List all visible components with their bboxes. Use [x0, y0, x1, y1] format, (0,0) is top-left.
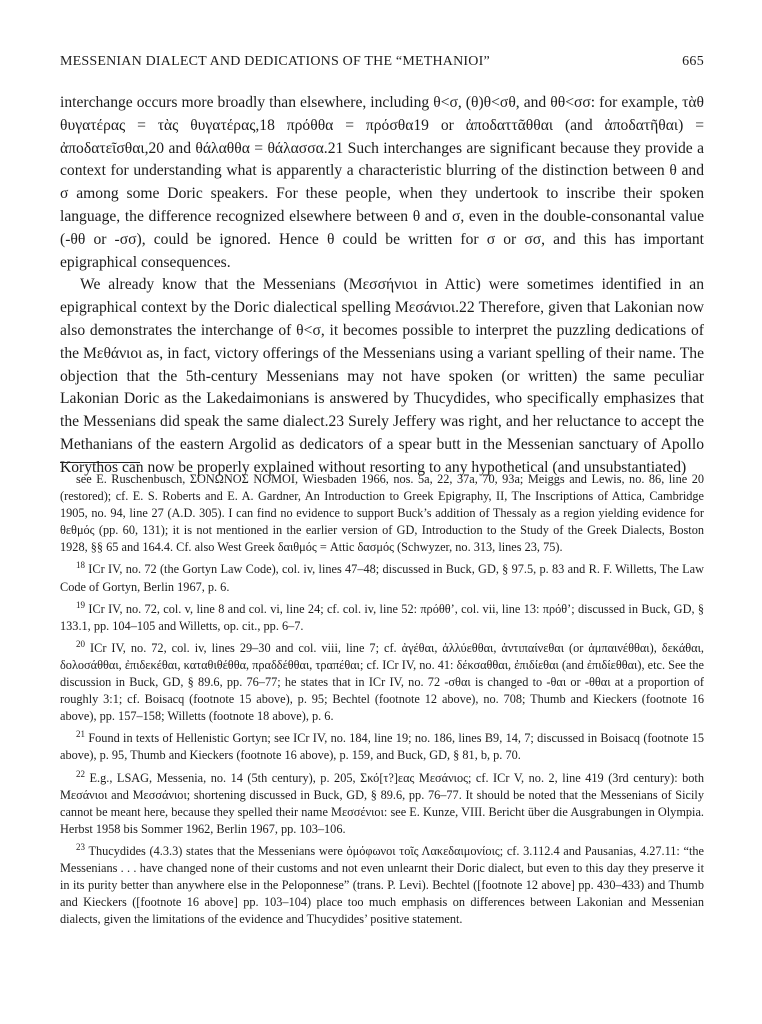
- body-paragraph: interchange occurs more broadly than elsewhere, including θ<σ, (θ)θ<σθ, and θθ<σσ: for example, τὰθ θυγατέρας = τὰς θυγατέρας,18 πρόθθα = πρόσθα19 or ἀποδαττᾶθθαι (and ἀποδατῆθαι) = ἀποδατεῖσθαι,20 and θάλαθθα = θάλασσα.21 Such interchanges are significant because they provide a context for understanding what is apparently a characteristic blurring of the distinction between θ and σ among some Doric speakers. For these people, when they undertook to inscribe their spoken language, the difference recognized elsewhere between θ and σ, even in the double-consonantal value (-θθ or -σσ), could be ignored. Hence θ could be written for σ or σσ, and this has important epigraphical consequences.: [60, 94, 704, 271]
- footnote-text: ICr IV, no. 72, col. v, line 8 and col. vi, line 24; cf. col. iv, line 52: πρόθθ’, col. vii, line 13: πρόθ’; discussed in Buck, GD, § 133.1, pp. 104–105 and Willetts, op. cit., pp. 6–7.: [60, 601, 704, 633]
- footnote-number: 20: [76, 638, 85, 649]
- footnote-text: see E. Ruschenbusch, ΣΟΝΩΝΟΣ ΝΟΜΟΙ, Wiesbaden 1966, nos. 5a, 22, 37a, 70, 93a; Meiggs and Lewis, no. 86, line 20 (restored); cf. E. S. Roberts and E. A. Gardner, An Introduction to Greek Epigraphy, II, The Inscriptions of Attica, Cambridge 1905, no. 94, line 27 (A.D. 305). I can find no evidence to support Buck’s addition of Thessaly as a region yielding evidence for θεθμός (pp. 60, 131); it is not mentioned in the earlier version of GD, Introduction to the Study of the Greek Dialects, Boston 1928, §§ 65 and 164.4. Cf. also West Greek δαιθμός = Attic δασμός (Schwyzer, no. 313, lines 23, 75).: [60, 472, 704, 555]
- footnote-text: ICr IV, no. 72, col. iv, lines 29–30 and col. viii, line 7; cf. ἀγέθαι, ἀλλύεθθαι, ἀντιπαίνεθαι (or ἀμπαινέθθαι), δεκάθαι, δολοσάθθαι, ἐπιδεκέθαι, καταθιθέθθα, πραδδέθθαι, τραπέθαι; cf. ICr IV, no. 41: δέκσαθθαι, ἐπιδίεθαι (and ἐπιδίεθθαι), etc. See the discussion in Buck, GD, § 89.6, pp. 76–77; he states that in ICr IV, no. 72 -σθαι is changed to -θαι or -θθαι at a proportion of roughly 3:1; cf. Boisacq (footnote 15 above), p. 95; Bechtel (footnote 12 above), no. 708; Thumb and Kieckers (footnote 16 above), pp. 157–158; Willetts (footnote 18 above), p. 6.: [60, 640, 704, 724]
- footnote-text: ICr IV, no. 72 (the Gortyn Law Code), col. iv, lines 47–48; discussed in Buck, GD, § 97.5, p. 83 and R. F. Willetts, The Law Code of Gortyn, Berlin 1967, p. 6.: [60, 562, 704, 594]
- footnote: [60, 730, 704, 764]
- footnote-number: 23: [76, 841, 85, 852]
- body-paragraph: We already know that the Messenians (Μεσσήνιοι in Attic) were sometimes identified in an epigraphical context by the Doric dialectical spelling Μεσάνιοι.22 Therefore, given that Lakonian now also demonstrates the interchange of θ<σ, it becomes possible to interpret the puzzling dedications of the Μεθάνιοι as, in fact, victory offerings of the Messenians using a variant spelling of their name. The objection that the 5th-century Messenians may not have spoken (or written) the same peculiar Lakonian Doric as the Lakedaimonians is answered by Thucydides, who specifically emphasizes that the Messenians did speak the same dialect.23 Surely Jeffery was right, and her reluctance to accept the Methanians of the eastern Argolid as dedicators of a spear butt in the Messenian sanctuary of Apollo Korythos can now be properly explained without resorting to any hypothetical (and unsubstantiated): [60, 276, 704, 476]
- footnote-number: 22: [76, 768, 85, 779]
- footnotes: [60, 471, 704, 933]
- footnote: [60, 843, 704, 928]
- footnote: [60, 640, 704, 725]
- running-header: [60, 54, 704, 70]
- footnote-separator: [60, 462, 140, 463]
- footnote: [60, 770, 704, 838]
- footnote-number: 18: [76, 560, 85, 571]
- page-number: 665: [682, 54, 704, 69]
- main-text: [60, 92, 704, 480]
- footnote: [60, 561, 704, 595]
- running-title: MESSENIAN DIALECT AND DEDICATIONS OF THE “METHANIOI”: [60, 54, 490, 69]
- footnote-number: 21: [76, 729, 85, 740]
- footnote-number: 19: [76, 599, 85, 610]
- footnote-text: Found in texts of Hellenistic Gortyn; see ICr IV, no. 184, line 19; no. 186, lines B9, 14, 7; discussed in Boisacq (footnote 15 above), p. 95, Thumb and Kieckers (footnote 16 above), p. 159, and Buck, GD, § 81, b, p. 70.: [60, 731, 704, 763]
- footnote-text: E.g., LSAG, Messenia, no. 14 (5th century), p. 205, Σκό[τ?]εας Μεσάνιος; cf. ICr V, no. 2, line 419 (3rd century): both Μεσάνιοι and Μεσσάνιοι; shortening discussed in Buck, GD, § 89.6, pp. 76–77. It should be noted that the Messenians of Sicily cannot be meant here, because they spelled their name Μεσσένιοι: see E. Kunze, VIII. Bericht über die Ausgrabungen in Olympia. Herbst 1958 bis Sommer 1962, Berlin 1967, pp. 103–106.: [60, 770, 704, 836]
- footnote: [60, 601, 704, 635]
- footnote-text: Thucydides (4.3.3) states that the Messenians were ὁμόφωνοι τοῖς Λακεδαιμονίοις; cf. 3.112.4 and Pausanias, 4.27.11: “the Messenians . . . have changed none of their customs and not even unlearnt their Doric dialect, but even to this day they preserve it in its purity better than anywhere else in the Peloponnese” (trans. P. Levi). Bechtel ([footnote 12 above] pp. 430–433) and Thumb and Kieckers ([footnote 16 above] pp. 103–104) place too much emphasis on differences between Lakonian and Messenian dialects, given the limitations of the evidence and Thucydides’ positive statement.: [60, 843, 704, 927]
- footnote-continuation: [60, 471, 704, 556]
